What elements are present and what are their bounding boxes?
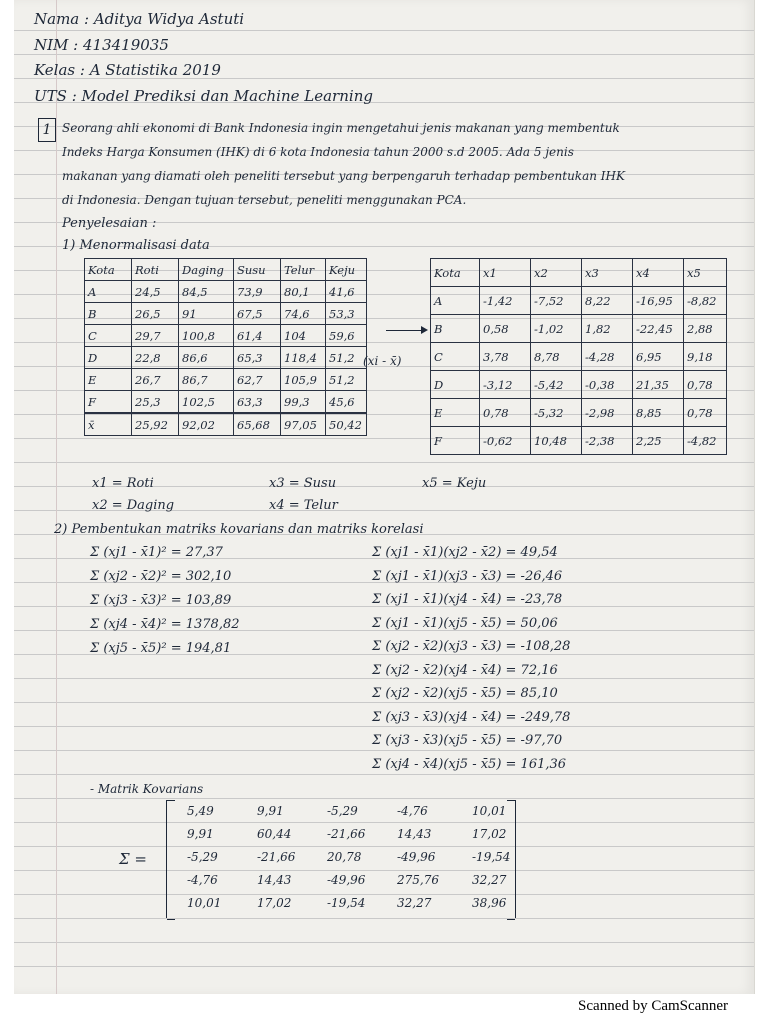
dev-table-cell: -4,28 [582,343,633,371]
dev-table-cell: -4,82 [684,427,727,455]
data-table-cell: 65,68 [234,413,281,436]
data-table-cell: 100,8 [179,325,234,347]
data-table-cell: 104 [281,325,326,347]
ruled-line [14,966,754,967]
problem-line-3: makanan yang diamati oleh peneliti tersebut yang berpengaruh terhadap pembentukan IHK [62,169,625,183]
dev-table-cell: 0,78 [684,399,727,427]
data-table-cell: Roti [132,259,179,281]
data-table-row [85,281,367,303]
step2-title: 2) Pembentukan matriks kovarians dan matriks korelasi [54,522,424,537]
data-table-cell: F [85,391,132,414]
data-table-cell: 118,4 [281,347,326,369]
covariance-sum-line: Σ (xj3 - x̄3)(xj4 - x̄4) = -249,78 [372,709,571,725]
matrix-cell: 5,49 [187,804,214,818]
variance-sum-line: Σ (xj4 - x̄4)² = 1378,82 [90,617,240,632]
notebook-page [14,0,755,994]
matrix-cell: 32,27 [397,896,432,910]
matrix-cell: -19,54 [327,896,366,910]
data-table-cell: 97,05 [281,413,326,436]
ruled-line [14,702,754,703]
matrix-cell: -49,96 [397,850,436,864]
data-table-cell: 105,9 [281,369,326,391]
dev-table-cell: -1,42 [480,287,531,315]
data-table-cell: 74,6 [281,303,326,325]
dev-table-cell: x3 [582,259,633,287]
ruled-line [14,54,754,55]
dev-table-row [431,427,727,455]
problem-line-4: di Indonesia. Dengan tujuan tersebut, peneliti menggunakan PCA. [62,193,467,207]
problem-line-1: Seorang ahli ekonomi di Bank Indonesia ingin mengetahui jenis makanan yang membentuk [62,121,620,135]
header-kelas: Kelas : A Statistika 2019 [34,61,221,79]
dev-table-cell: -3,12 [480,371,531,399]
dev-table-cell: 2,25 [633,427,684,455]
dev-table-cell: 8,22 [582,287,633,315]
data-table-cell: 25,92 [132,413,179,436]
legend-x2: x2 = Daging [92,498,175,513]
legend-x4: x4 = Telur [269,498,338,513]
arrow-icon [386,330,426,331]
data-table-cell: 22,8 [132,347,179,369]
covariance-sum-line: Σ (xj1 - x̄1)(xj4 - x̄4) = -23,78 [372,592,563,607]
data-table-cell: 91 [179,303,234,325]
covariance-sum-line: Σ (xj1 - x̄1)(xj2 - x̄2) = 49,54 [372,545,558,560]
matrix-cell: 14,43 [257,873,292,887]
dev-table-cell: -5,42 [531,371,582,399]
data-table-cell: 92,02 [179,413,234,436]
data-table-cell: E [85,369,132,391]
data-table-cell: 61,4 [234,325,281,347]
dev-table-cell: 2,88 [684,315,727,343]
matrix-cell: -5,29 [187,850,218,864]
dev-table-cell: -22,45 [633,315,684,343]
data-table-cell: 51,2 [326,347,367,369]
dev-table-row [431,315,727,343]
matrix-cell: -4,76 [187,873,218,887]
data-table-cell: 25,3 [132,391,179,414]
dev-table-cell: D [431,371,480,399]
matrix-cell: 14,43 [397,827,432,841]
data-table-cell: Telur [281,259,326,281]
matrix-cell: 275,76 [397,873,439,887]
data-table-cell: Kota [85,259,132,281]
header-nama: Nama : Aditya Widya Astuti [34,10,245,28]
data-table-cell: 73,9 [234,281,281,303]
dev-table-cell: 8,85 [633,399,684,427]
matrix-cell: 9,91 [257,804,284,818]
data-table-row [85,259,367,281]
dev-table-row [431,287,727,315]
dev-table-cell: 21,35 [633,371,684,399]
dev-table-cell: -8,82 [684,287,727,315]
dev-table-cell: 0,78 [684,371,727,399]
variance-sum-line: Σ (xj3 - x̄3)² = 103,89 [90,593,232,608]
data-table-cell: 86,7 [179,369,234,391]
dev-table-cell: 10,48 [531,427,582,455]
dev-table-row [431,371,727,399]
dev-table-cell: 9,18 [684,343,727,371]
solution-label: Penyelesaian : [62,216,157,231]
matrix-cell: -49,96 [327,873,366,887]
dev-table-cell: A [431,287,480,315]
variance-sum-line: Σ (xj1 - x̄1)² = 27,37 [90,545,223,560]
data-table-cell: 84,5 [179,281,234,303]
sigma-symbol: Σ = [119,850,147,868]
data-table-cell: 29,7 [132,325,179,347]
dev-table-cell: -7,52 [531,287,582,315]
ruled-line [14,678,754,679]
dev-table-row [431,343,727,371]
data-table-cell: 102,5 [179,391,234,414]
ruled-line [14,726,754,727]
legend-x3: x3 = Susu [269,476,337,491]
dev-table-cell: 3,78 [480,343,531,371]
variance-sum-line: Σ (xj2 - x̄2)² = 302,10 [90,569,232,584]
ruled-line [14,918,754,919]
data-table-row [85,303,367,325]
dev-table-cell: x5 [684,259,727,287]
data-table [84,258,367,436]
matrix-cell: -21,66 [257,850,296,864]
data-table-cell: 67,5 [234,303,281,325]
ruled-line [14,30,754,31]
data-table-cell: Keju [326,259,367,281]
data-table-row [85,391,367,414]
matrix-cell: 10,01 [187,896,222,910]
data-table-cell: 65,3 [234,347,281,369]
dev-table-cell: x2 [531,259,582,287]
data-table-cell: 59,6 [326,325,367,347]
dev-table-cell: F [431,427,480,455]
dev-table-cell: -5,32 [531,399,582,427]
dev-table-cell: 8,78 [531,343,582,371]
data-table-cell: Susu [234,259,281,281]
matrix-cell: -4,76 [397,804,428,818]
matrix-cell: 17,02 [472,827,507,841]
data-table-cell: 41,6 [326,281,367,303]
dev-table-cell: -16,95 [633,287,684,315]
ruled-line [14,798,754,799]
step1-title: 1) Menormalisasi data [62,238,210,253]
dev-table-cell: -0,38 [582,371,633,399]
variance-sum-line: Σ (xj5 - x̄5)² = 194,81 [90,641,232,656]
ruled-line [14,462,754,463]
deviation-table [430,258,727,455]
margin-line [56,0,57,994]
covariance-sum-line: Σ (xj2 - x̄2)(xj4 - x̄4) = 72,16 [372,662,558,678]
matrix-cell: 9,91 [187,827,214,841]
data-table-row [85,369,367,391]
data-table-row [85,413,367,436]
data-table-row [85,325,367,347]
dev-table-cell: x1 [480,259,531,287]
data-table-cell: 45,6 [326,391,367,414]
dev-table-cell: 0,78 [480,399,531,427]
data-table-cell: x̄ [85,413,132,436]
dev-table-cell: Kota [431,259,480,287]
covariance-sum-line: Σ (xj1 - x̄1)(xj3 - x̄3) = -26,46 [372,568,563,584]
dev-table-cell: E [431,399,480,427]
cov-matrix-label: - Matrik Kovarians [90,782,204,796]
data-table-cell: 26,7 [132,369,179,391]
dev-table-row [431,399,727,427]
data-table-cell: D [85,347,132,369]
matrix-cell: 10,01 [472,804,507,818]
data-table-cell: 86,6 [179,347,234,369]
data-table-cell: 63,3 [234,391,281,414]
dev-table-cell: -1,02 [531,315,582,343]
ruled-line [14,942,754,943]
covariance-sum-line: Σ (xj2 - x̄2)(xj3 - x̄3) = -108,28 [372,639,571,654]
dev-table-cell: C [431,343,480,371]
matrix-cell: 32,27 [472,873,507,887]
data-table-cell: 50,42 [326,413,367,436]
matrix-cell: 17,02 [257,896,292,910]
dev-table-cell: B [431,315,480,343]
covariance-sum-line: Σ (xj1 - x̄1)(xj5 - x̄5) = 50,06 [372,615,558,631]
data-table-cell: 53,3 [326,303,367,325]
data-table-cell: 99,3 [281,391,326,414]
dev-table-cell: 6,95 [633,343,684,371]
header-uts: UTS : Model Prediksi dan Machine Learning [34,87,373,105]
covariance-sum-line: Σ (xj4 - x̄4)(xj5 - x̄5) = 161,36 [372,756,567,772]
dev-table-row [431,259,727,287]
data-table-cell: 51,2 [326,369,367,391]
legend-x1: x1 = Roti [92,476,154,491]
dev-table-cell: -2,98 [582,399,633,427]
problem-line-2: Indeks Harga Konsumen (IHK) di 6 kota Indonesia tahun 2000 s.d 2005. Ada 5 jenis [62,145,574,159]
covariance-sum-line: Σ (xj2 - x̄2)(xj5 - x̄5) = 85,10 [372,686,558,701]
covariance-matrix [166,800,516,918]
dev-table-cell: x4 [633,259,684,287]
dev-table-cell: 1,82 [582,315,633,343]
data-table-cell: 62,7 [234,369,281,391]
ruled-line [14,774,754,775]
dev-table-cell: -0,62 [480,427,531,455]
matrix-cell: -19,54 [472,850,511,864]
matrix-cell: 60,44 [257,827,292,841]
data-table-cell: 24,5 [132,281,179,303]
data-table-cell: 80,1 [281,281,326,303]
data-table-cell: A [85,281,132,303]
data-table-cell: C [85,325,132,347]
legend-x5: x5 = Keju [422,476,487,491]
problem-number: 1 [38,118,56,142]
data-table-cell: 26,5 [132,303,179,325]
data-table-cell: B [85,303,132,325]
matrix-cell: -5,29 [327,804,358,818]
dev-table-cell: -2,38 [582,427,633,455]
matrix-cell: -21,66 [327,827,366,841]
ruled-line [14,750,754,751]
header-nim: NIM : 413419035 [34,36,169,54]
data-table-row [85,347,367,369]
scanner-watermark: Scanned by CamScanner [578,998,728,1014]
matrix-cell: 20,78 [327,850,362,864]
dev-table-cell: 0,58 [480,315,531,343]
arrow-label: (xi - x̄) [363,354,402,368]
data-table-cell: Daging [179,259,234,281]
matrix-cell: 38,96 [472,896,507,910]
covariance-sum-line: Σ (xj3 - x̄3)(xj5 - x̄5) = -97,70 [372,733,563,748]
